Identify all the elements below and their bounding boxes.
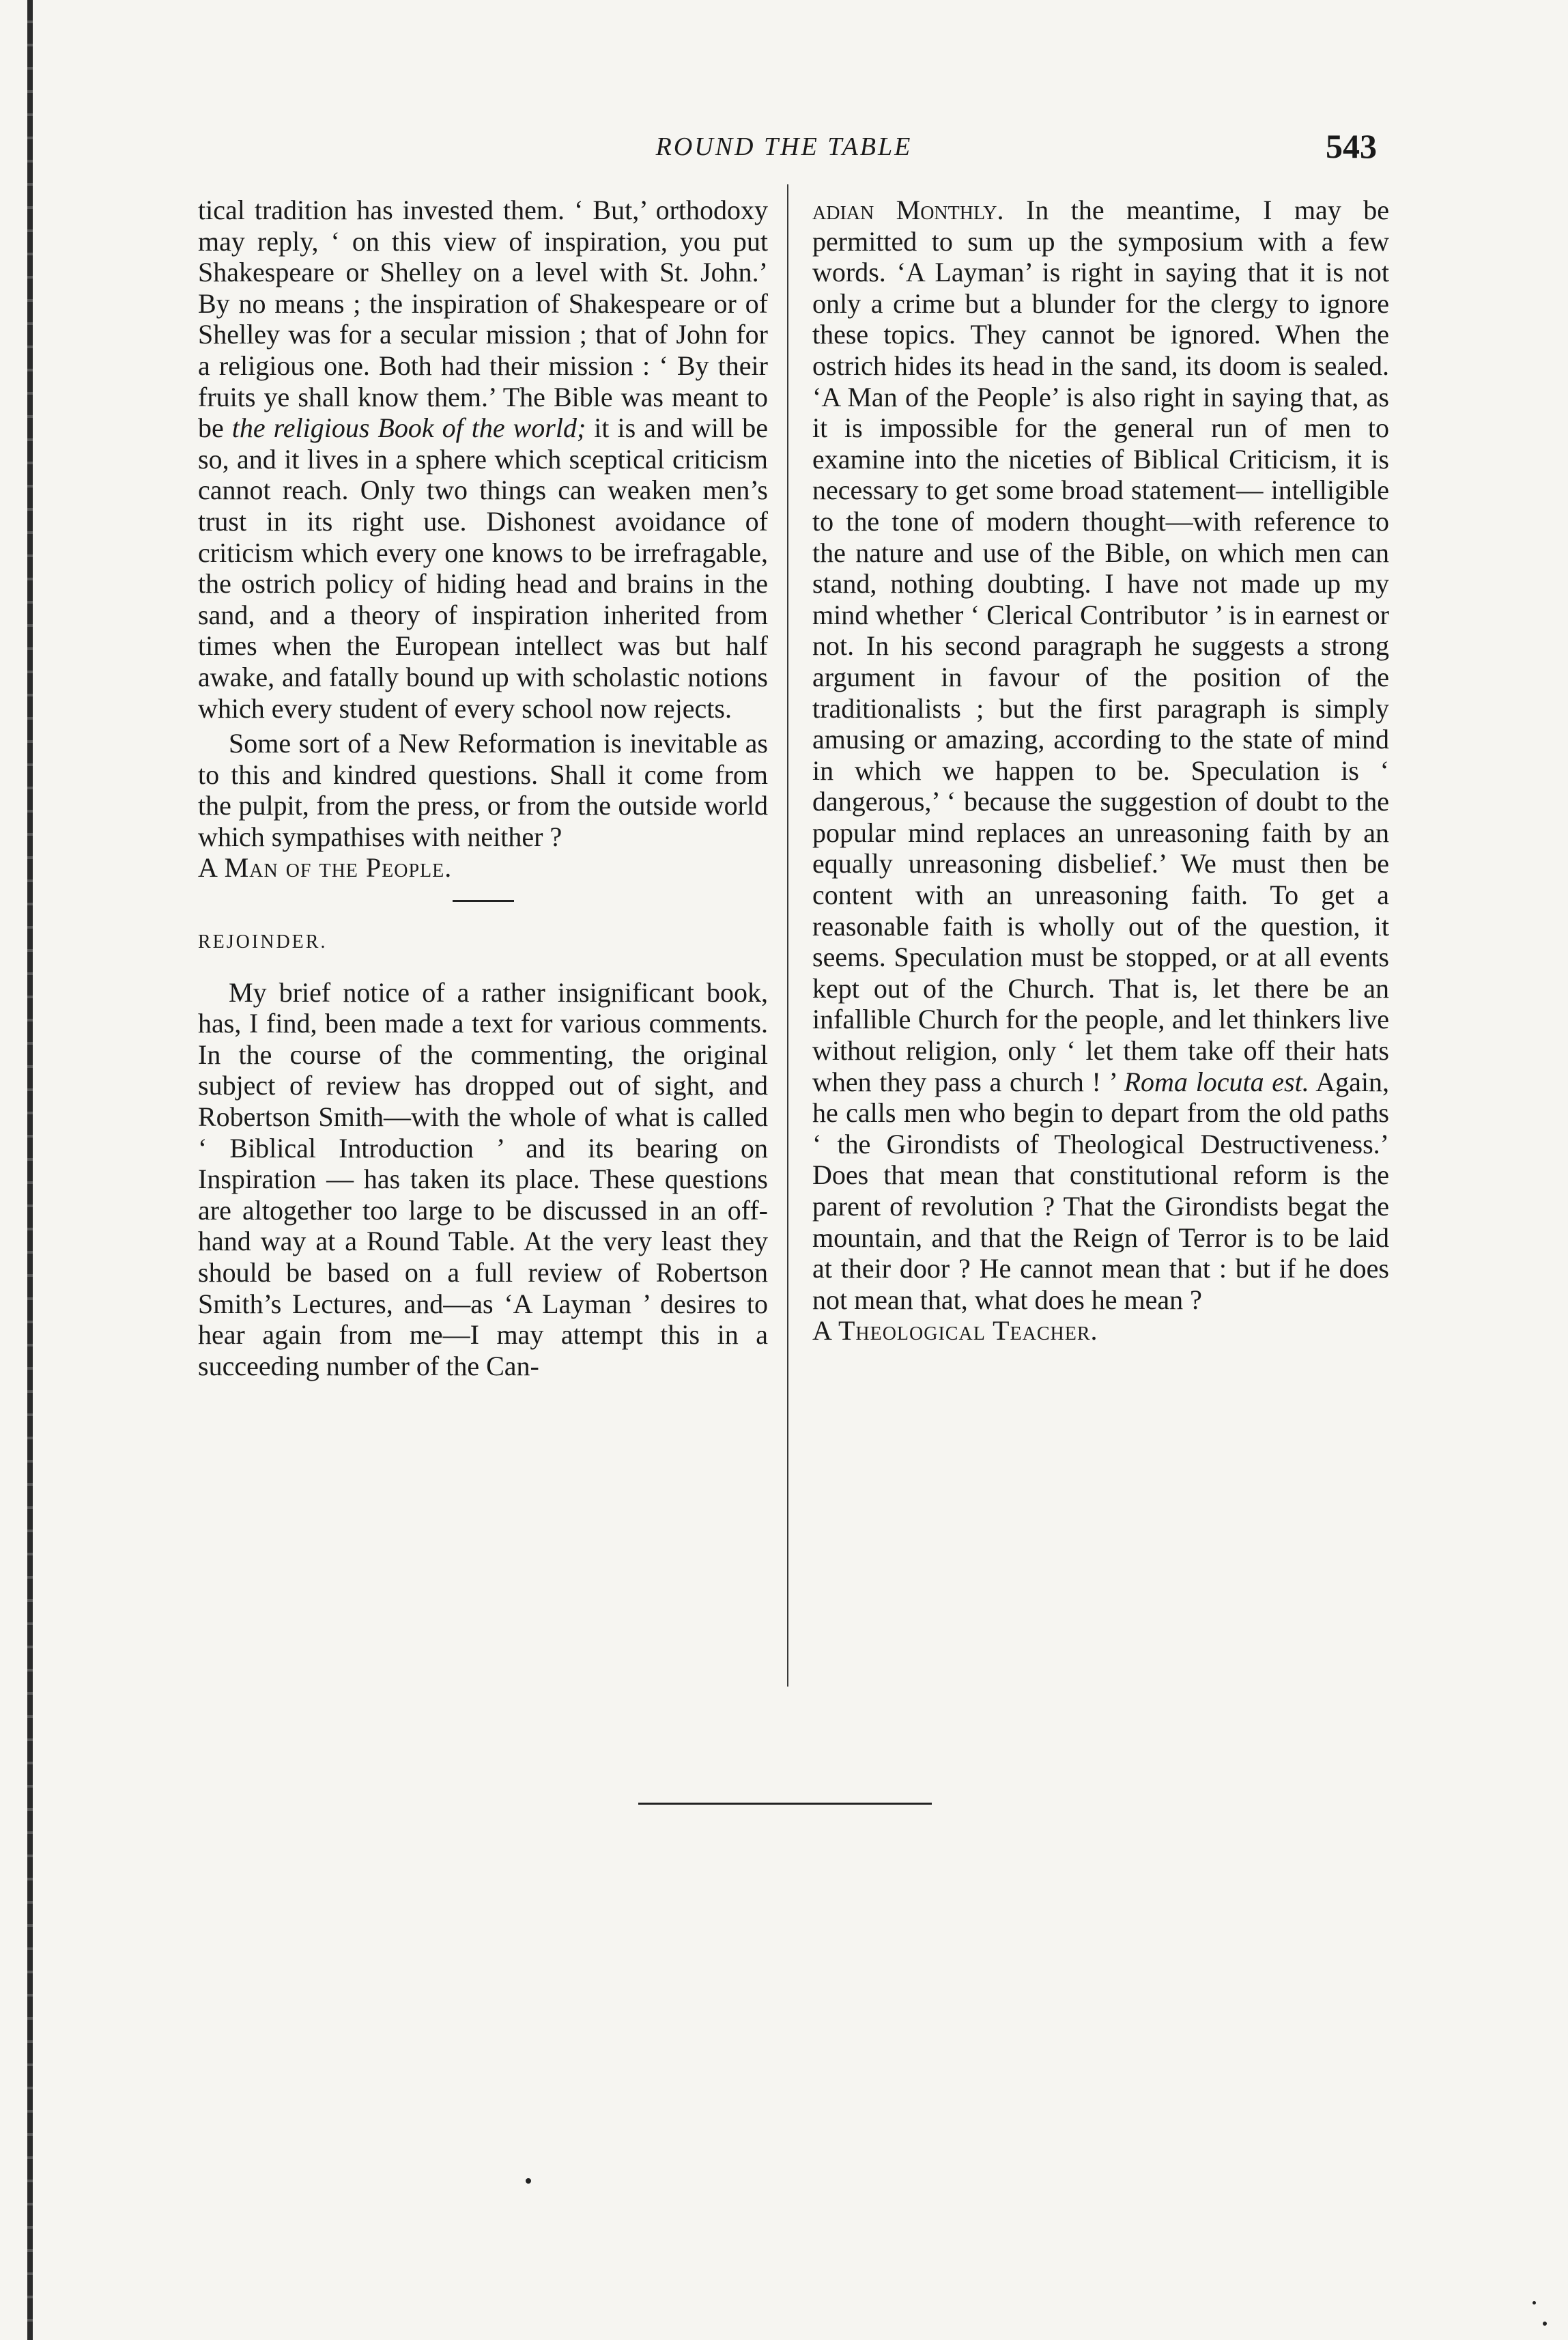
ink-speck: [1543, 2322, 1547, 2326]
left-paragraph-2: Some sort of a New Reformation is inevitable as to this and kindred questions. Shall it come from the pulpit, from the press, or from the outside world which sympathises with neither ?: [198, 728, 768, 852]
section-heading-rejoinder: REJOINDER.: [198, 931, 328, 953]
section-divider: [453, 900, 514, 902]
left-paragraph-1: tical tradition has invested them. ‘ But,’ orthodoxy may reply, ‘ on this view of inspiration, you put Shakespeare or Shelley on a level with St. John.’ By no means ; the inspiration of Shakespeare or of Shelley was for a secular mission ; that of John for a religious one. Both had their mission : ‘ By their fruits ye shall know them.’ The Bible was meant to be the religious Book of the world; it is and will be so, and it lives in a sphere which sceptical criticism cannot reach. Only two things can weaken men’s trust in its right use. Dishonest avoidance of criticism which every one knows to be irrefragable, the ostrich policy of hiding head and brains in the sand, and a theory of inspiration inherited from times when the European intellect was but half awake, and fatally bound up with scholastic notions which every student of every school now rejects.: [198, 195, 768, 724]
ink-speck: [526, 2178, 531, 2184]
end-rule: [638, 1803, 932, 1805]
running-head: [0, 126, 1568, 174]
right-column: [812, 195, 1389, 1347]
signature-theological-teacher: A Theological Teacher.: [812, 1315, 1098, 1347]
page-number: 543: [1326, 127, 1377, 165]
column-divider: [787, 184, 788, 1687]
page-binding-edge: [27, 0, 33, 2340]
left-column: [198, 195, 768, 1381]
italic-phrase: the religious Book of the world;: [231, 412, 586, 444]
running-title: ROUND THE TABLE: [655, 132, 913, 161]
signature-man-of-the-people: A Man of the People.: [198, 852, 453, 884]
left-paragraph-3: My brief notice of a rather insignificant book, has, I find, been made a text for various comments. In the course of the commenting, the original subject of review has dropped out of sight, and Robertson Smith—with the whole of what is called ‘ Biblical Introduction ’ and its bearing on Inspiration — has taken its place. These questions are altogether too large to be discussed in an off-hand way at a Round Table. At the very least they should be based on a full review of Robertson Smith’s Lectures, and—as ‘A Layman ’ desires to hear again from me—I may attempt this in a succeeding number of the Can-: [198, 976, 768, 1381]
ink-speck: [1533, 2301, 1536, 2304]
italic-phrase-latin: Roma locuta est.: [1124, 1066, 1309, 1097]
right-paragraph-1: adian Monthly. In the meantime, I may be permitted to sum up the symposium with a few words. ‘A Layman’ is right in saying that it is not only a crime but a blunder for the clergy to ignore these topics. They cannot be ignored. When the ostrich hides its head in the sand, its doom is sealed. ‘A Man of the People’ is also right in saying that, as it is impossible for the general run of men to examine into the niceties of Biblical Criticism, it is necessary to get some broad statement— intelligible to the tone of modern thought—with reference to the nature and use of the Bible, on which men can stand, nothing doubting. I have not made up my mind whether ‘ Clerical Contributor ’ is in earnest or not. In his second paragraph he suggests a strong argument in favour of the position of the traditionalists ; but the first paragraph is simply amusing or amazing, according to the state of mind in which we happen to be. Speculation is ‘ dangerous,’ ‘ because the suggestion of doubt to the popular mind replaces an unreasoning faith by an equally unreasoning disbelief.’ We must then be content with an unreasoning faith. To get a reasonable faith is wholly out of the question, it seems. Speculation must be stopped, or at all events kept out of the Church. That is, let there be an infallible Church for the people, and let thinkers live without religion, only ‘ let them take off their hats when they pass a church ! ’ Roma locuta est. Again, he calls men who begin to depart from the old paths ‘ the Girondists of Theological Destructiveness.’ Does that mean that constitutional reform is the parent of revolution ? That the Girondists begat the mountain, and that the Reign of Terror is to be laid at their door ? He cannot mean that : but if he does not mean that, what does he mean ?: [812, 195, 1390, 1315]
